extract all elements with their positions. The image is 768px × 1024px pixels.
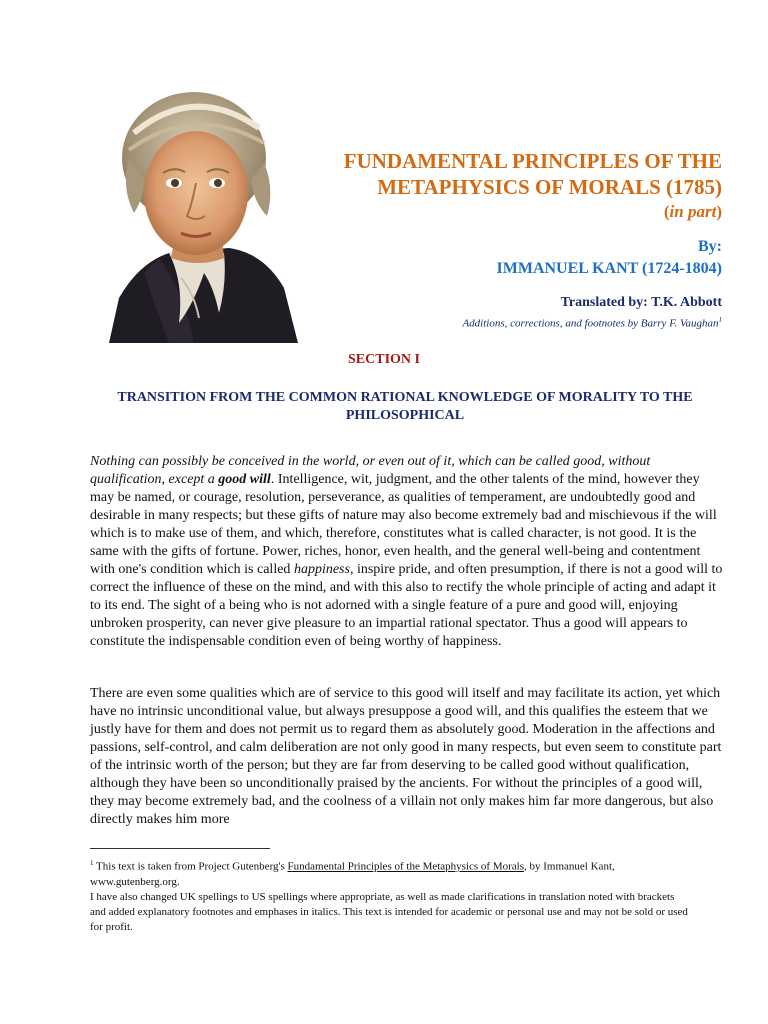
paragraph-2: There are even some qualities which are of service to this good will itself and may facilitate its action, yet which have no intrinsic unconditional value, but always presuppose a good will, and this qualifies the esteem that we justly have for them and does not permit us to regard them as absolutely good. Moderation in the affections and passions, self-control, and calm deliberation are not only good in many respects, but even seem to constitute part of the intrinsic worth of the person; but they are far from deserving to be called good without qualification, although they have been so unconditionally praised by the ancients. For without the principles of a good will, they may become extremely bad, and the coolness of a villain not only makes him far more dangerous, but also directly makes him more: [90, 686, 722, 827]
author-portrait: [99, 88, 298, 343]
document-subtitle: (in part): [663, 202, 722, 221]
by-label: By:: [698, 238, 722, 255]
section-heading: SECTION I: [348, 352, 420, 367]
source-link[interactable]: Fundamental Principles of the Metaphysics of Morals: [287, 860, 525, 873]
document-title-line-2: METAPHYSICS OF MORALS (1785): [377, 175, 722, 199]
paragraph-1: Nothing can possibly be conceived in the world, or even out of it, which can be called good, without qualification, except a good will. Intelligence, wit, judgment, and the other talents of the mind, however they may be named, or courage, resolution, perseverance, as qualities of temperament, are undoubtedly good and desirable in many respects; but these gifts of nature may also become extremely bad and mischievous if the will which is to make use of them, and which, therefore, constitutes what is called character, is not good. It is the same with the gifts of fortune. Power, riches, honor, even health, and the general well-being and contentment with one's condition which is called happiness, inspire pride, and often presumption, if there is not a good will to correct the influence of these on the mind, and with this also to rectify the whole principle of acting and adapt it to its end. The sight of a being who is not adorned with a single feature of a pure and good will, enjoying unbroken prosperity, can never give pleasure to an impartial rational spectator. Thus a good will appears to constitute the indispensable condition even of being worthy of happiness.: [90, 454, 723, 649]
section-subheading: TRANSITION FROM THE COMMON RATIONAL KNOWLEDGE OF MORALITY TO THE PHILOSOPHICAL: [117, 390, 693, 423]
translator-line: Translated by: T.K. Abbott: [560, 295, 722, 310]
title-block: [282, 148, 722, 332]
author-name: IMMANUEL KANT (1724-1804): [496, 260, 722, 277]
footnote-number: 1: [90, 859, 94, 867]
footnote-note: I have also changed UK spellings to US spellings where appropriate, as well as made clarifications in translation noted with brackets and added explanatory footnotes and emphases in italics. This text is intended for academic or personal use and may not be sold or used for profit.: [90, 890, 688, 933]
footnote: $^1$ This text is taken from Project Gutenberg's Fundamental Principles of the Metaphysics of Morals, by Immanuel Kant, www.gutenberg.org. I have also changed UK spellings to US spellings where appropriate, as well as made clarifications in translation noted with brackets and added explanatory footnotes and emphases in italics. This text is intended for academic or personal use and may not be sold or used for profit.: [90, 856, 690, 935]
footnote-reference: 1: [718, 316, 722, 324]
document-title-line-1: FUNDAMENTAL PRINCIPLES OF THE: [343, 149, 722, 173]
additions-credit: Additions, corrections, and footnotes by Barry F. Vaughan$^1$: [462, 316, 722, 330]
footnote-divider: [90, 848, 270, 849]
